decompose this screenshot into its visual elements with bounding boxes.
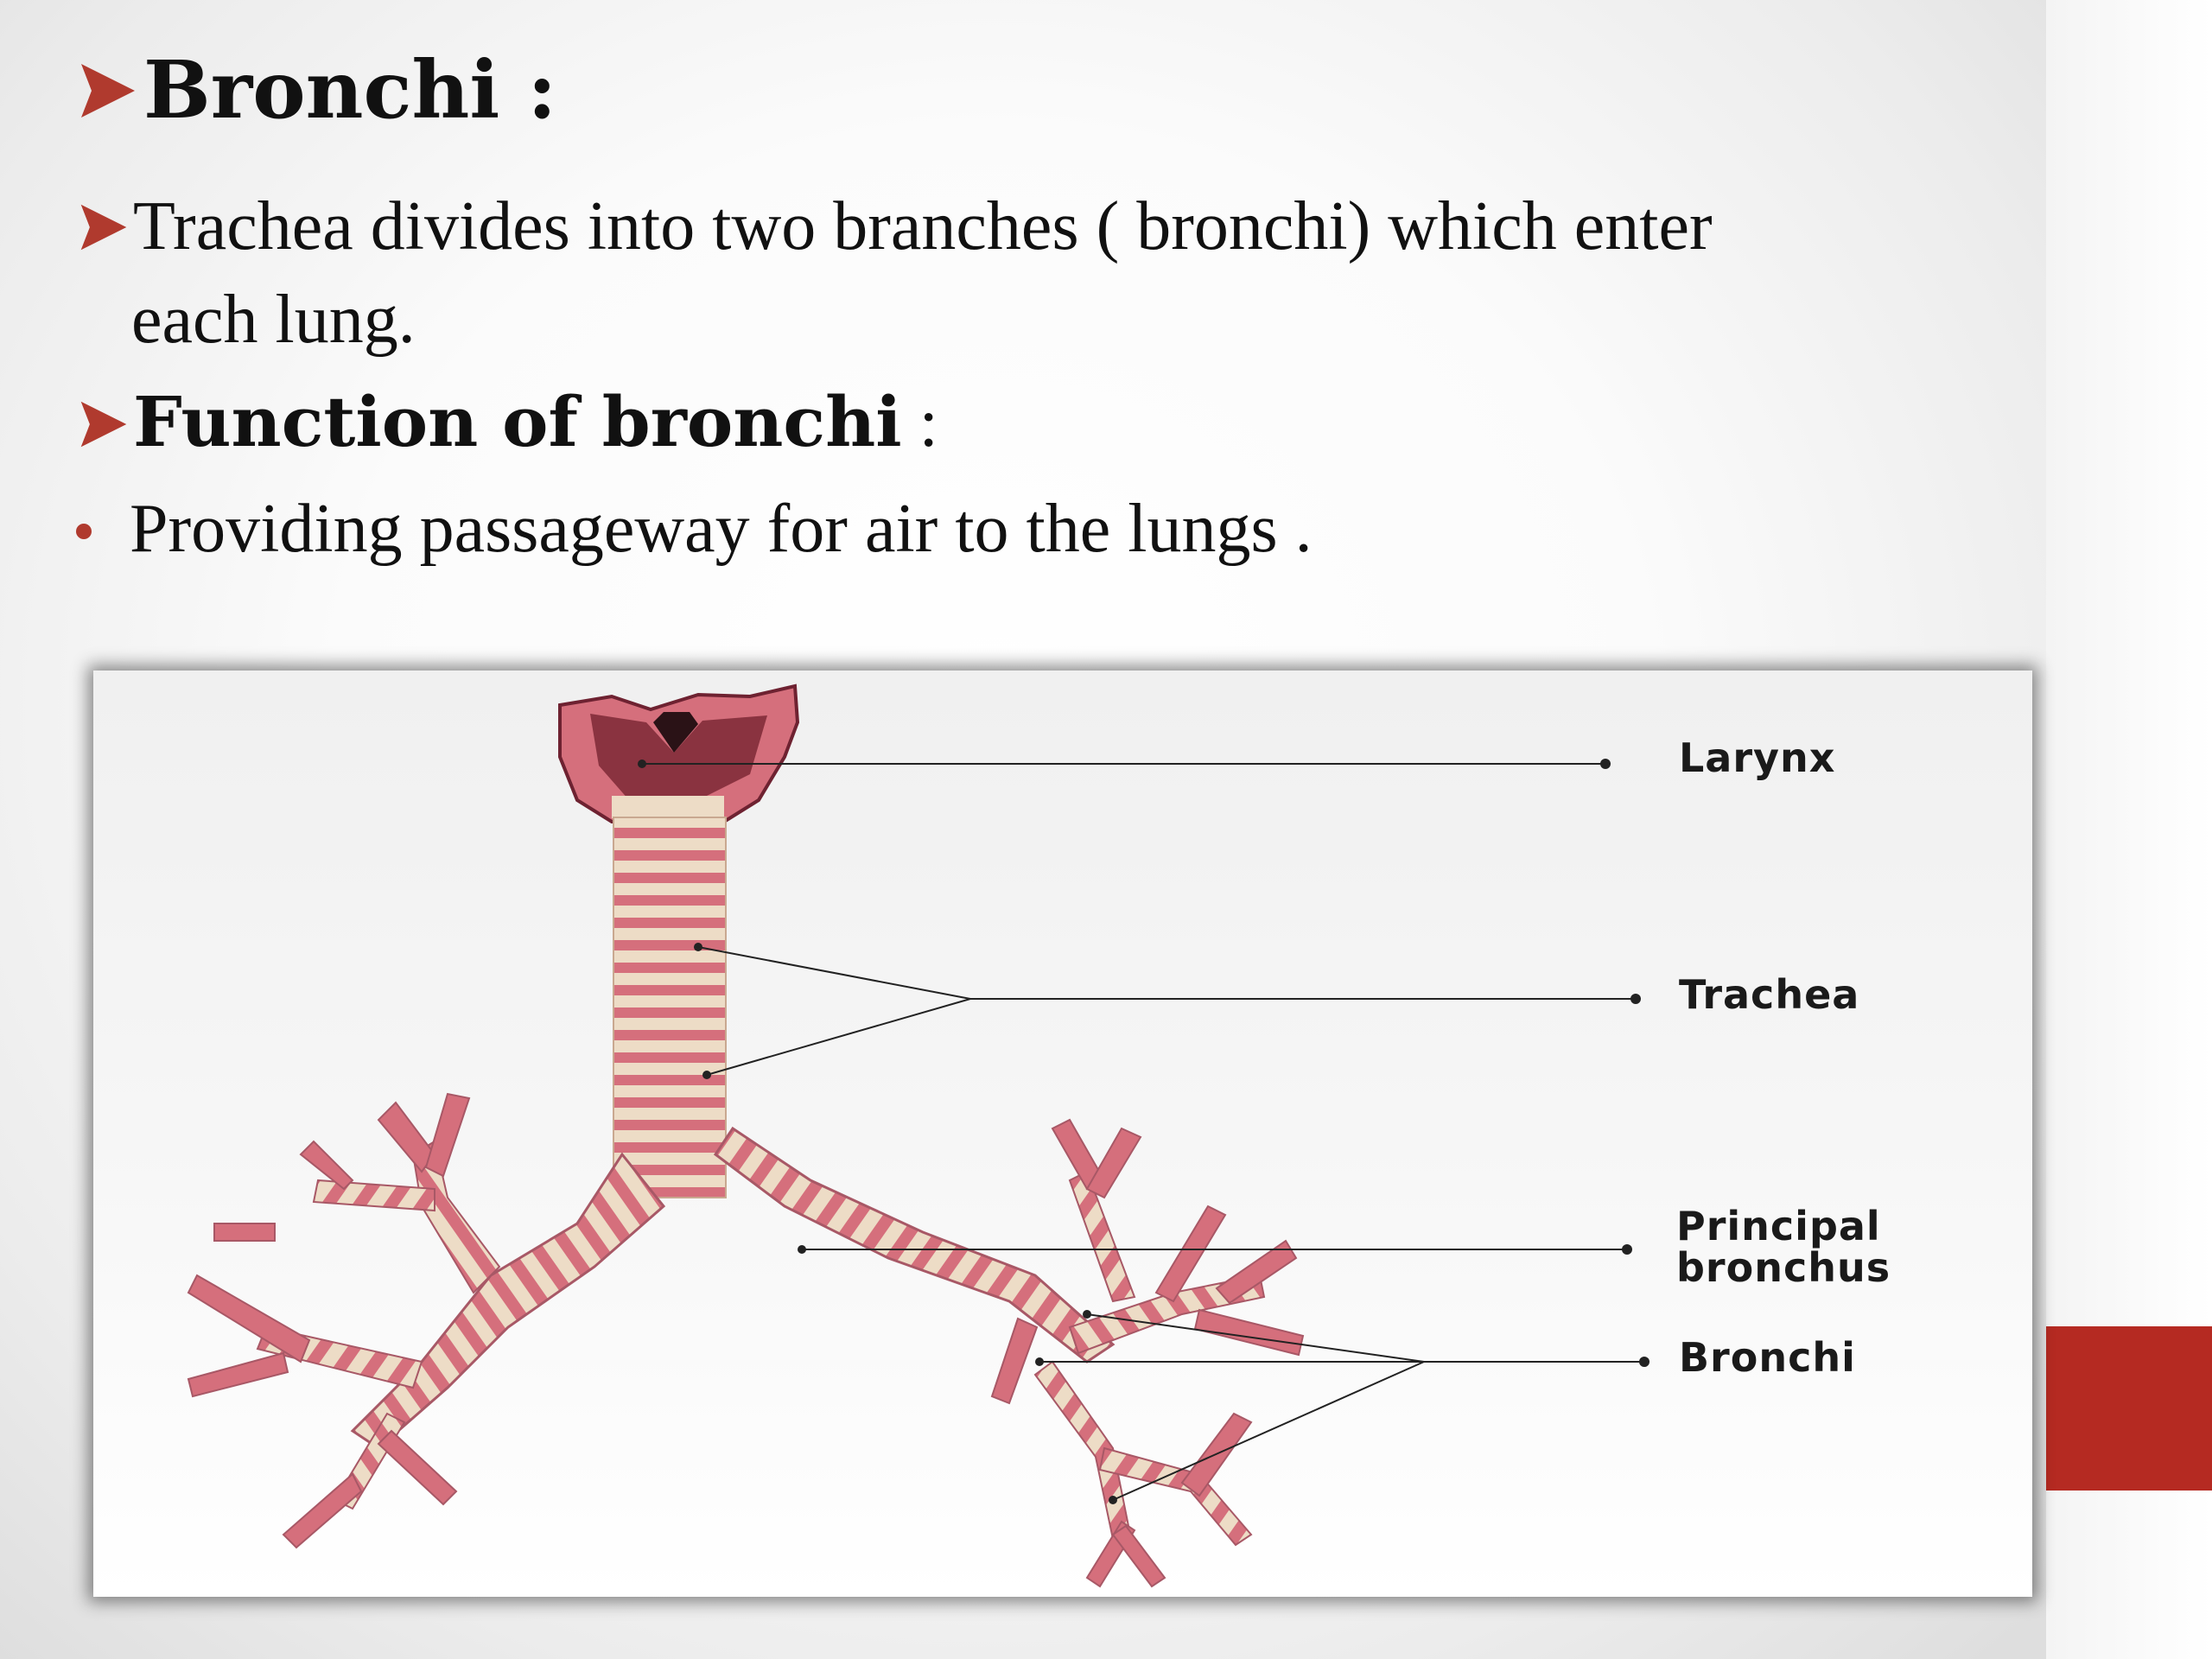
leader-lines: [642, 764, 1644, 1500]
arrowhead-icon: [79, 52, 137, 131]
accent-block: [2046, 1326, 2212, 1491]
bronchial-tree-illustration: [93, 671, 2032, 1597]
left-bronchial-tree: [188, 1094, 664, 1548]
slide-title-line: [79, 43, 557, 137]
slide-title: Bronchi :: [143, 43, 557, 137]
arrowhead-icon: [79, 391, 128, 461]
bullet-trachea-line1: [79, 188, 1713, 264]
label-principal-line2: bronchus: [1676, 1244, 1891, 1291]
label-larynx: Larynx: [1679, 734, 1836, 781]
bullet-trachea-line2: each lung.: [131, 282, 416, 358]
right-bronchial-tree: [715, 1120, 1303, 1586]
function-heading-line: [79, 381, 938, 462]
arrowhead-icon: [79, 194, 128, 264]
function-heading-colon: :: [901, 385, 938, 461]
bullet-trachea-text: Trachea divides into two branches ( bronchi) which enter: [133, 188, 1713, 264]
bronchi-diagram: [93, 671, 2032, 1597]
label-bronchi: Bronchi: [1679, 1334, 1856, 1381]
label-trachea: Trachea: [1679, 971, 1860, 1018]
trachea-shape: [613, 817, 726, 1198]
label-principal-line1: Principal: [1676, 1203, 1881, 1249]
function-heading: Function of bronchi: [133, 381, 902, 462]
leader-dots: [638, 759, 1649, 1504]
bullet-function-text: Providing passageway for air to the lungs .: [130, 491, 1313, 567]
larynx-shape: [560, 686, 798, 822]
bullet-function-line: [76, 491, 1313, 567]
dot-icon: [76, 524, 92, 539]
